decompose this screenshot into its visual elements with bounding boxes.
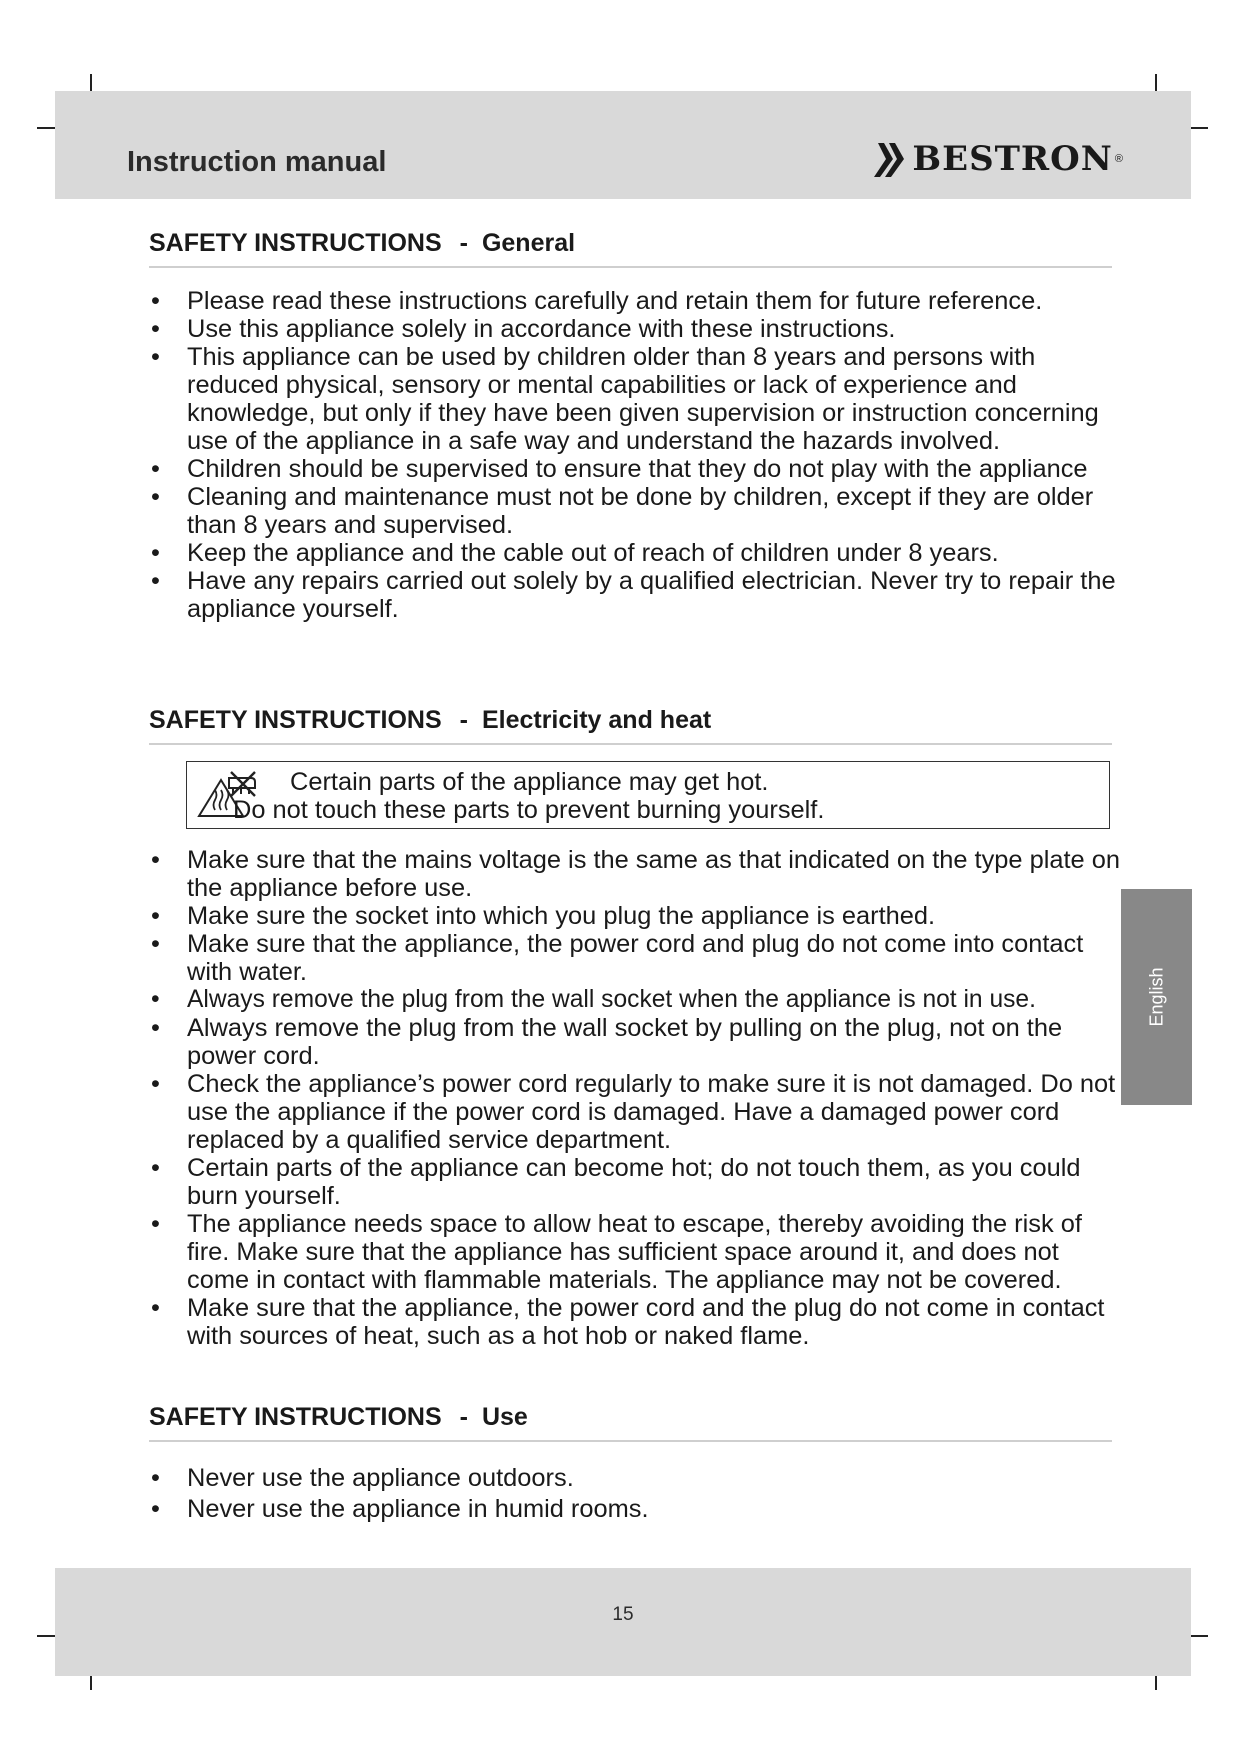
list-item: • Always remove the plug from the wall socket by pulling on the plug, not on the power cord. bbox=[149, 1014, 1124, 1070]
section-heading-general: SAFETY INSTRUCTIONS - General bbox=[149, 229, 1112, 268]
language-tab-english[interactable] bbox=[1121, 889, 1192, 1105]
section-heading-text: SAFETY INSTRUCTIONS bbox=[149, 1403, 442, 1431]
list-item: • Use this appliance solely in accordance with these instructions. bbox=[149, 315, 1124, 343]
list-item: • Make sure that the mains voltage is the same as that indicated on the type plate on the appliance before use. bbox=[149, 846, 1124, 902]
footer-band bbox=[55, 1568, 1191, 1676]
section-heading-text: SAFETY INSTRUCTIONS bbox=[149, 706, 442, 734]
general-instructions-list bbox=[149, 287, 1124, 623]
list-item: • Cleaning and maintenance must not be done by children, except if they are older than 8 years and supervised. bbox=[149, 483, 1124, 539]
section-heading-text: SAFETY INSTRUCTIONS bbox=[149, 229, 442, 257]
page-number: 15 bbox=[612, 1604, 634, 1625]
use-instructions-list bbox=[149, 1463, 1124, 1525]
list-item: • Make sure the socket into which you plug the appliance is earthed. bbox=[149, 902, 1124, 930]
section-subheading: Electricity and heat bbox=[481, 706, 712, 734]
brand-registered-mark: ® bbox=[1114, 153, 1123, 165]
list-item: • Make sure that the appliance, the power cord and the plug do not come in contact with sources of heat, such as a hot hob or naked flame. bbox=[149, 1294, 1124, 1350]
list-item: • Make sure that the appliance, the power cord and plug do not come into contact with water. bbox=[149, 930, 1124, 986]
section-heading-electricity: SAFETY INSTRUCTIONS - Electricity and heat bbox=[149, 706, 1112, 745]
document-title: Instruction manual bbox=[127, 146, 387, 178]
warning-line-1: Certain parts of the appliance may get hot. bbox=[290, 768, 769, 796]
list-item: • Never use the appliance outdoors. bbox=[149, 1463, 1124, 1494]
list-item: • Check the appliance’s power cord regularly to make sure it is not damaged. Do not use the appliance if the power cord is damaged. Have a damaged power cord replaced by a qualified service department. bbox=[149, 1070, 1124, 1154]
warning-line-2: Do not touch these parts to prevent burning yourself. bbox=[233, 796, 825, 824]
brand-name: BESTRON bbox=[912, 139, 1113, 179]
section-subheading: Use bbox=[481, 1403, 528, 1431]
electricity-instructions-list bbox=[149, 846, 1124, 1350]
section-heading-use: SAFETY INSTRUCTIONS - Use bbox=[149, 1403, 1112, 1442]
brand-logo bbox=[872, 139, 1123, 179]
language-tab-label: English bbox=[1146, 967, 1166, 1027]
list-item: • Have any repairs carried out solely by a qualified electrician. Never try to repair the appliance yourself. bbox=[149, 567, 1124, 623]
list-item: • Keep the appliance and the cable out of reach of children under 8 years. bbox=[149, 539, 1124, 567]
list-item: • Children should be supervised to ensure that they do not play with the appliance bbox=[149, 455, 1124, 483]
list-item: • Never use the appliance in humid rooms. bbox=[149, 1494, 1124, 1525]
section-subheading: General bbox=[481, 229, 576, 257]
list-item: • The appliance needs space to allow heat to escape, thereby avoiding the risk of fire. Make sure that the appliance has sufficient space around it, and does not come in contact with flammable materials. The appliance may not be covered. bbox=[149, 1210, 1124, 1294]
header-band bbox=[55, 91, 1191, 199]
list-item: • Always remove the plug from the wall socket when the appliance is not in use. bbox=[149, 986, 1124, 1014]
list-item: • This appliance can be used by children older than 8 years and persons with reduced physical, sensory or mental capabilities or lack of experience and knowledge, but only if they have been given supervision or instruction concerning use of the appliance in a safe way and understand the hazards involved. bbox=[149, 343, 1124, 455]
list-item: • Please read these instructions carefully and retain them for future reference. bbox=[149, 287, 1124, 315]
hot-surface-warning bbox=[186, 761, 1110, 829]
list-item: • Certain parts of the appliance can become hot; do not touch them, as you could burn yourself. bbox=[149, 1154, 1124, 1210]
brand-chevron-icon bbox=[872, 139, 906, 179]
